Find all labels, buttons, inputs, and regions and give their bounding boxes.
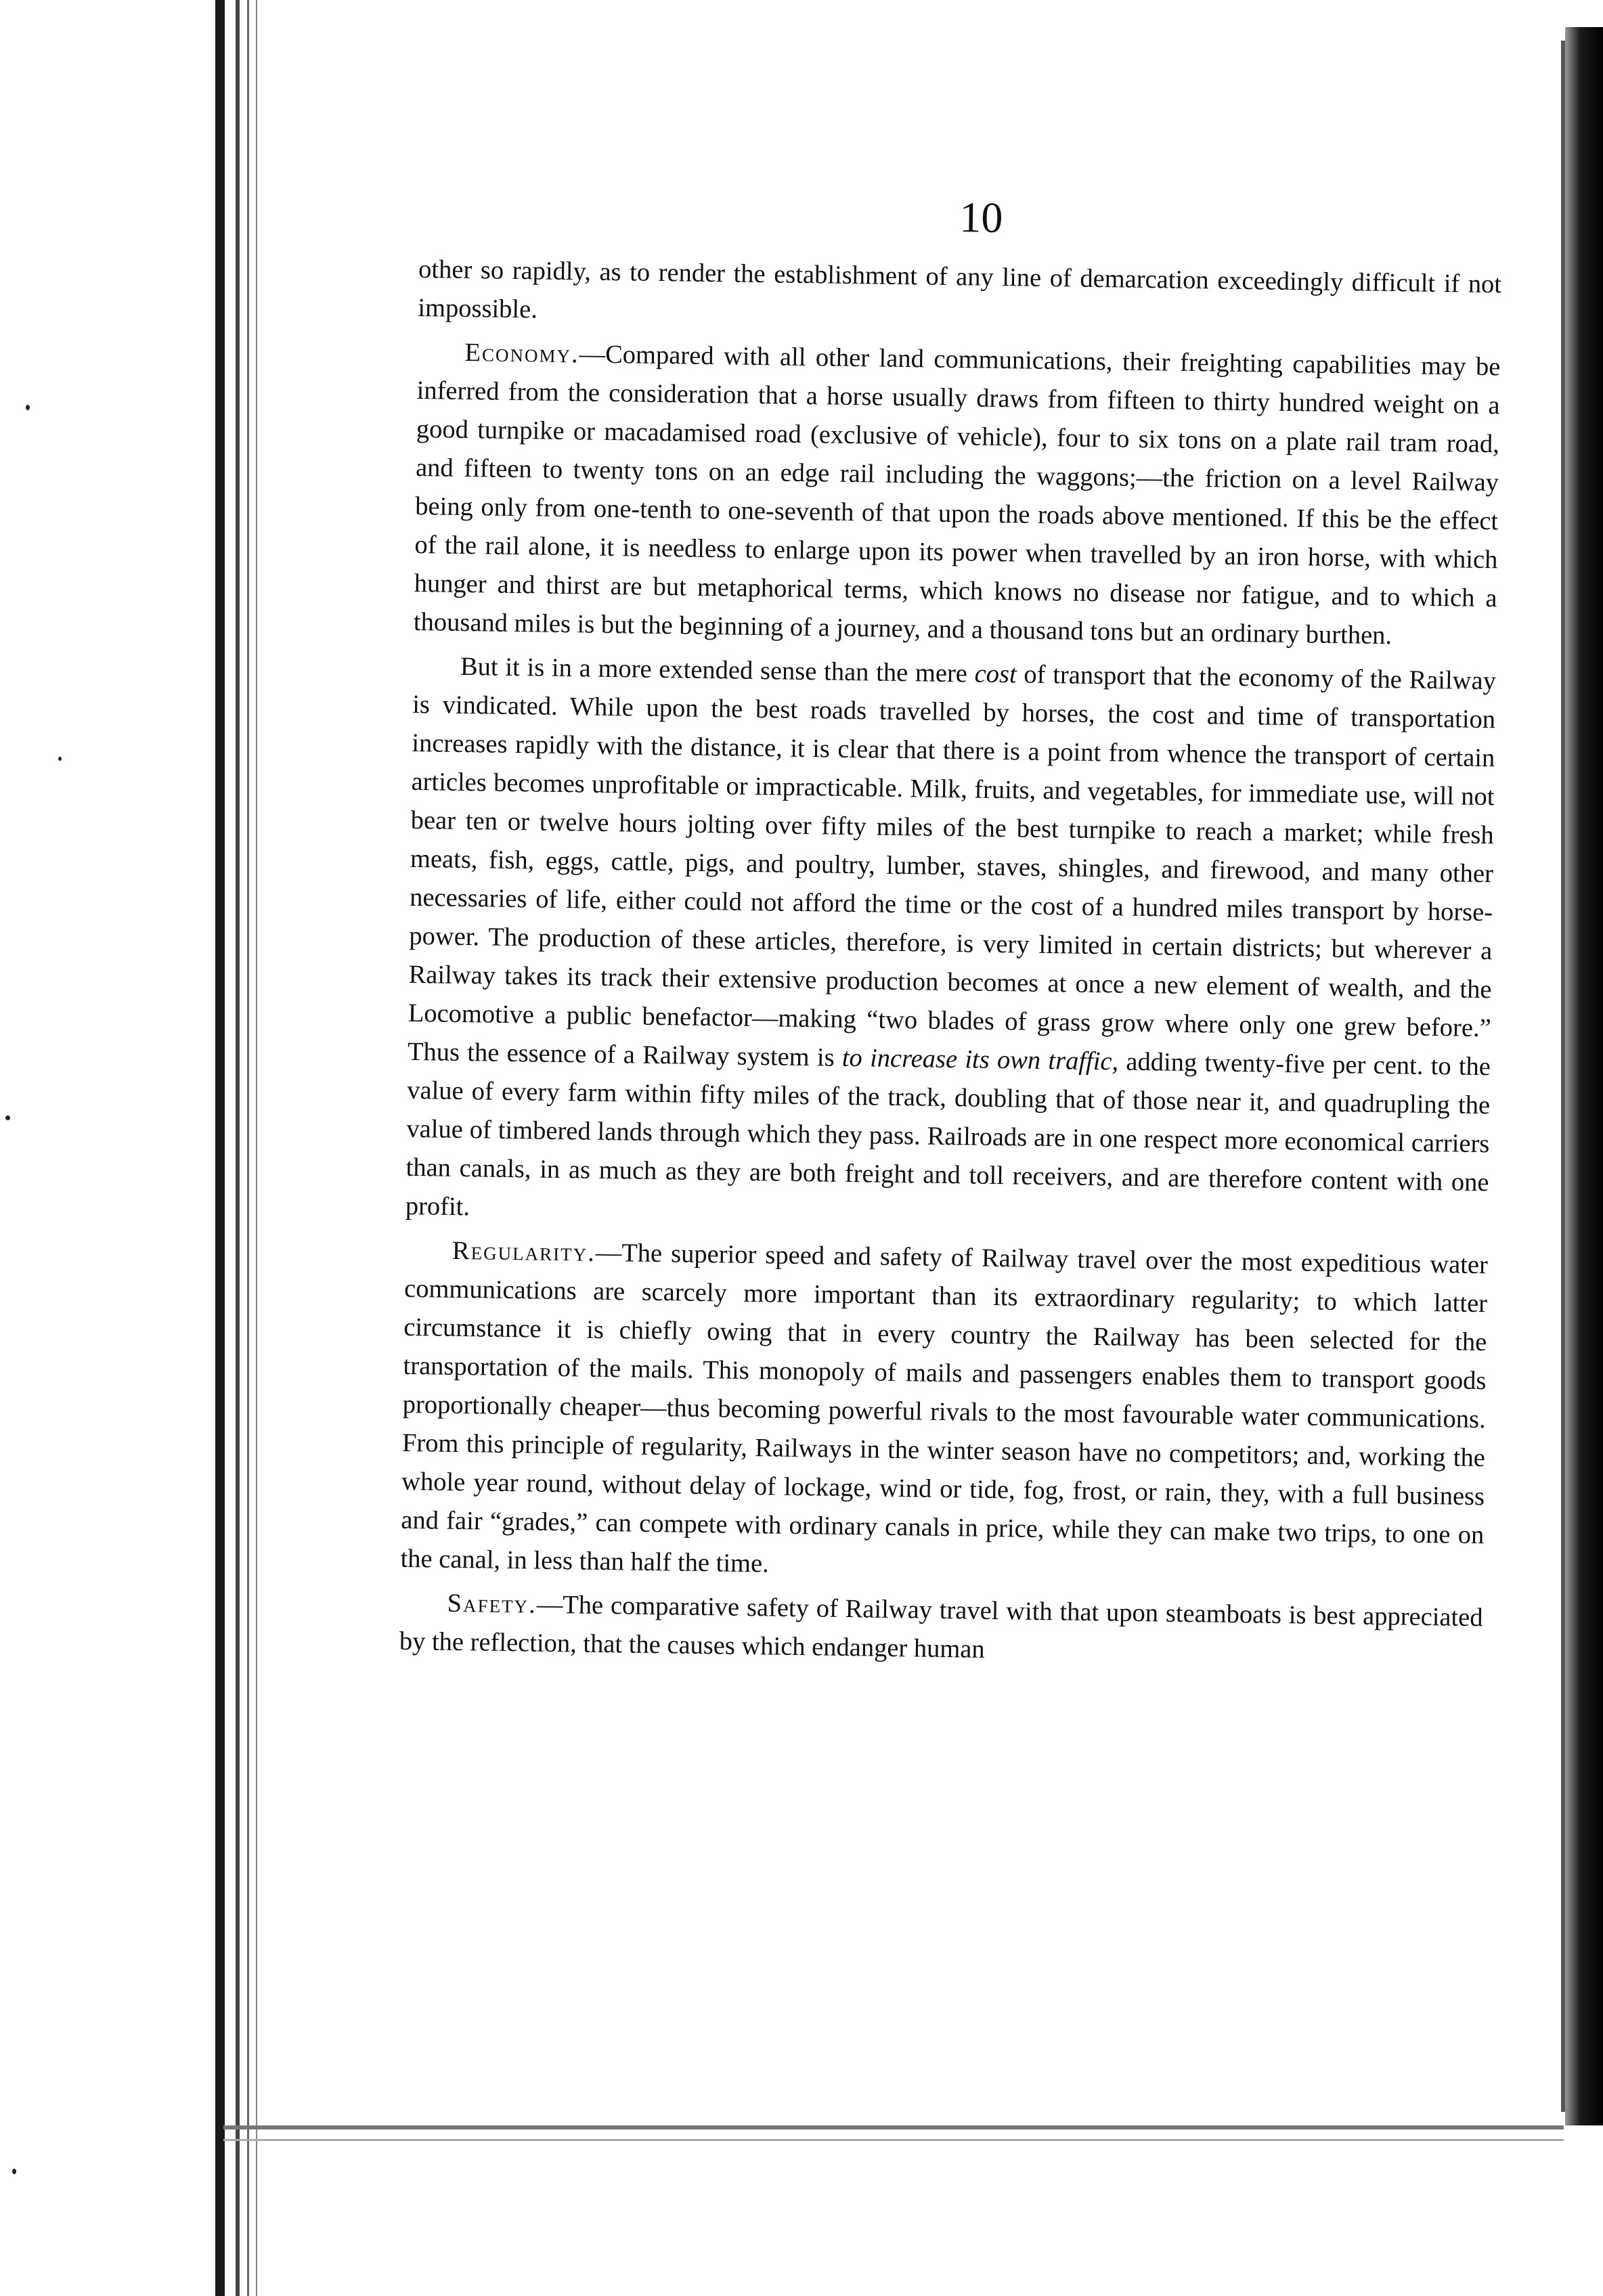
page-right-edge-inner bbox=[1561, 41, 1565, 2112]
paragraph-text: of transport that the economy of the Railway is vindicated. While upon the best roads travelled by horses, the cost and time of transportation increases rapidly with the distance, it is clear that there is a point from whence the transport of certain articles becomes unprofitable or impracticable. Milk, fruits, and vegetables, for immediate use, will not bear ten or twelve hours jolting over fifty miles of the best turnpike to reach a market; while fresh meats, fish, eggs, cattle, pigs, and poultry, lumber, staves, shingles, and firewood, and many other necessaries of life, either could not afford the time or the cost of a hundred miles transport by horse-power. The production of these articles, therefore, is very limited in certain districts; but wherever a Railway takes its track their extensive production becomes at once a new element of wealth, and the Locomotive a public benefactor—making “two blades of grass grow where only one grew before.” Thus the essence of a Railway system is bbox=[407, 660, 1497, 1072]
paragraph-text: —The superior speed and safety of Railway travel over the most expeditious water communications are scarcely more important than its extraordinary regularity; to which latter circumstance it is chiefly owing that in every country the Railway has been selected for the transportation of the mails. This monopoly of mails and passengers enables them to transport goods proportionally cheaper—thus becoming powerful rivals to the most favourable water communications. From this principle of regularity, Railways in the winter season have no competitors; and, working the whole year round, without delay of lockage, wind or tide, fog, frost, or rain, they, with a full business and fair “grades,” can compete with ordinary canals in price, while they can make two trips, to one on the canal, in less than half the time. bbox=[400, 1238, 1489, 1578]
document-page bbox=[399, 183, 1502, 1681]
binding-line bbox=[247, 0, 249, 2296]
paragraph-text: But it is in a more extended sense than the mere bbox=[460, 652, 975, 688]
paragraph-continuation bbox=[418, 250, 1501, 343]
page-number: 10 bbox=[959, 193, 1003, 242]
paragraph-text: —The comparative safety of Railway travel with that upon steamboats is best appreciated by the reflection, that the causes which endanger human bbox=[399, 1590, 1483, 1664]
book-binding-gutter bbox=[0, 0, 223, 2296]
binding-line bbox=[236, 0, 240, 2296]
section-heading-safety: Safety. bbox=[447, 1589, 537, 1619]
scan-speck bbox=[58, 757, 62, 761]
section-heading-regularity: Regularity. bbox=[452, 1236, 596, 1267]
paragraph-safety bbox=[399, 1584, 1483, 1676]
section-heading-economy: Economy. bbox=[464, 338, 579, 369]
paragraph-text: adding twenty-five per cent. to the value of every farm within fifty miles of the track, doubling that of those near it, and quadrupling the value of timbered lands through which they pass. Railroads are in one respect more economical carriers than canals, in as much as they are both freight and toll receivers, and are therefore content with one profit. bbox=[405, 1047, 1491, 1222]
paragraph-extended-sense bbox=[405, 647, 1496, 1241]
page-bottom-edge bbox=[223, 2125, 1564, 2129]
paragraph-regularity bbox=[400, 1231, 1488, 1593]
italic-term: cost bbox=[974, 659, 1017, 689]
scan-speck bbox=[26, 405, 30, 410]
binding-line bbox=[256, 0, 257, 2296]
paragraph-economy bbox=[414, 333, 1501, 657]
binding-line bbox=[215, 0, 225, 2296]
scan-speck bbox=[12, 2169, 16, 2174]
page-bottom-edge bbox=[223, 2139, 1564, 2141]
scan-speck bbox=[5, 1116, 10, 1120]
paragraph-text: —Compared with all other land communications, their freighting capabilities may be inferred from the consideration that a horse usually draws from fifteen to thirty hundred weight on a good turnpike or macadamised road (exclusive of vehicle), four to six tons on a plate rail tram road, and fifteen to twenty tons on an edge rail including the waggons;—the friction on a level Railway being only from one-tenth to one-seventh of that upon the roads above mentioned. If this be the effect of the rail alone, it is needless to enlarge upon its power when travelled by an iron horse, with which hunger and thirst are but metaphorical terms, which knows no disease nor fatigue, and to which a thousand miles is but the beginning of a journey, and a thousand tons but an ordinary burthen. bbox=[413, 340, 1501, 650]
italic-phrase: to increase its own traffic, bbox=[841, 1043, 1119, 1076]
paragraph-text: other so rapidly, as to render the establishment of any line of demarcation exceedingly difficult if not impossible. bbox=[418, 255, 1502, 324]
page-right-edge bbox=[1565, 27, 1603, 2125]
